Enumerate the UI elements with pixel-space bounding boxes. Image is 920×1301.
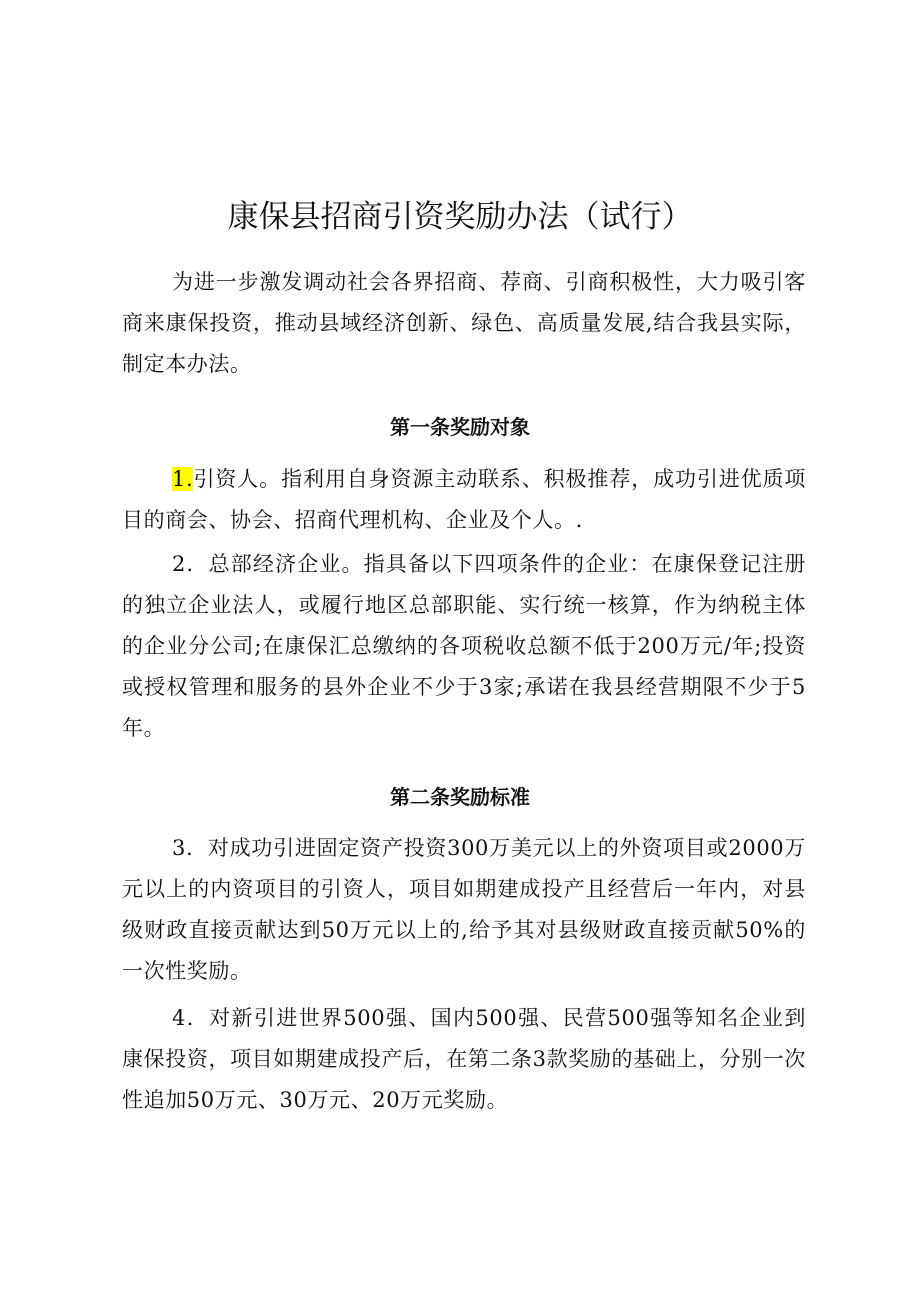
- intro-paragraph: 为进一步激发调动社会各界招商、荐商、引商积极性，大力吸引客商来康保投资，推动县域经济创新、绿色、高质量发展,结合我县实际，制定本办法。: [122, 270, 806, 376]
- article2-item4: 4．对新引进世界500强、国内500强、民营500强等知名企业到康保投资，项目如期建成投产后，在第二条3款奖励的基础上，分别一次性追加50万元、30万元、20万元奖励。: [122, 1006, 806, 1112]
- article1-heading: 第一条奖励对象: [390, 415, 530, 439]
- article2-item3: 3．对成功引进固定资产投资300万美元以上的外资项目或2000万元以上的内资项目的引资人，项目如期建成投产且经营后一年内，对县级财政直接贡献达到50万元以上的,给予其对县级财政直接贡献50%的一次性奖励。: [122, 836, 806, 983]
- highlighted-item-number: 1.: [172, 467, 194, 491]
- article1-item2: 2．总部经济企业。指具备以下四项条件的企业：在康保登记注册的独立企业法人，或履行地区总部职能、实行统一核算，作为纳税主体的企业分公司;在康保汇总缴纳的各项税收总额不低于200万元/年;投资或授权管理和服务的县外企业不少于3家;承诺在我县经营期限不少于5年。: [122, 552, 806, 740]
- article1-item1: [122, 459, 806, 541]
- article1-item1-text: 引资人。指利用自身资源主动联系、积极推荐，成功引进优质项目的商会、协会、招商代理机构、企业及个人。.: [122, 467, 806, 532]
- document-title: 康保县招商引资奖励办法（试行）: [227, 198, 693, 235]
- article2-heading: 第二条奖励标准: [390, 785, 530, 809]
